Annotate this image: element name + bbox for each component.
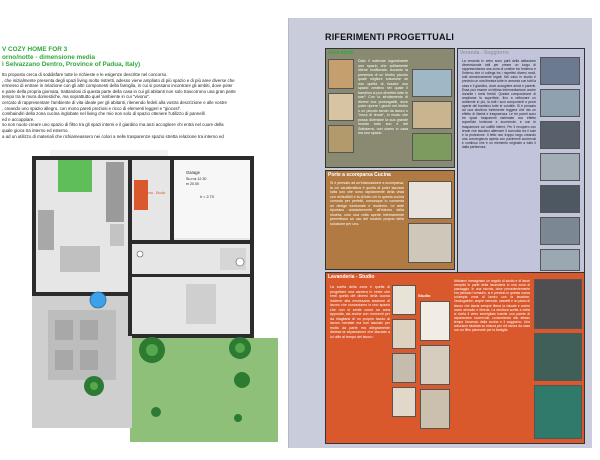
kitchen-photo <box>408 223 452 263</box>
laundry-photo <box>420 345 450 385</box>
bush-icon <box>151 407 161 417</box>
studio-photo <box>534 279 582 329</box>
right-page <box>288 18 592 448</box>
laundry-plan-label: Lavanderia - Studio <box>136 191 166 195</box>
laundry-photo <box>392 285 416 315</box>
laundry-text: La scelta della zona è quella di progettare una camera in veste che resti quella dei diversi della cucina insieme alla necessaria stazione di lavoro che conosciamo in uno spazio che non si sente come un area apposita, sia anche con momenti per da ritagliarsi di un proprio tavolo di lavoro mentale ma non lasciato per molto da parte ma allegramente distesa la separazione che lasciato a lui utile al tempo del lavoro. <box>330 285 390 339</box>
project-title: V COZY HOME FOR 3 orno/notte - dimensione media i Selvazzano Dentro, Province of Padua, Italy) <box>2 46 141 69</box>
laundry-heading: Lavanderia - Studio <box>328 274 375 280</box>
studio-photo <box>534 333 582 381</box>
kids-area-room <box>58 158 92 192</box>
floor-plan <box>10 150 280 442</box>
studio-text: Abbiamo immaginato un angolo di studio e di lavori semplici in parte della lavanderia in una zona di passaggio. In una nicchia, dove precedentemente era pensato l'armadio, si è previsto in questa nuova un'ampia zona di lavoro con la lavatrice, l'asciugatrice, ampie mensole, cassetti e un piano di lavoro che lascia sempre libera la visuale e anche come armadio e libreria. La struttura scelta a metà si rivela il vetro smerigliato tramite una parete di separazione scorrevole, consentendo allo stesso tempo l'accesso dalla cucina e il soggiorno. Una soluzione studiata su misura per chi lavora da casa con un filtro piacevole per la famiglia. <box>454 279 530 333</box>
laundry-photo <box>392 319 416 349</box>
kids-area-heading: Area bimbi <box>328 50 354 56</box>
kids-photo <box>412 133 452 161</box>
veranda-heading: Veranda - Soggiorno <box>460 50 509 56</box>
laundry-tile <box>134 180 148 210</box>
laundry-photo <box>420 301 450 341</box>
kids-area-box <box>325 48 455 168</box>
veranda-photo <box>540 185 580 213</box>
height-label: h = 2.70 <box>200 195 214 199</box>
veranda-photo <box>540 89 580 117</box>
veranda-text: La veranda in vetro sono parti della abitazione dimensionale tutti per creare un luogo di rappresentanza una zona di confine tra l'esterno e l'interno che vi collega tra i rispettivi diversi modi, tutti armonicamente legati. Nel caso in studio è previsto un una finestra tutte in armonia con tutti la casa e il giardino, dove accogliere amici e parenti. Essa può essere un'ottima intermediazione anche durante i mesi freddi. Questa composizione di ampliarne la superficie, fino a rafforzare un ambiente in più, la tutti i suoi componenti e pezzi aperte del bambino tutte le volubile. Si è pensato ad una struttura fortemente leggera che dia un effetto di libertà e trasparenza. Le tre pareti sono tre spazi trasparenti sistemate con effetto superficie luminose e scorrevole, e con le trasparenze coi soffitti interni. Per il recupero con tende che lasciano alternare il connubio tra il sole e la protezione. Il tetto non troppo largo creando una convergenza aperta con pavimenti scorrevoli e continuo che è un elemento originale a tutto il dalla pertinenza. <box>462 59 536 149</box>
references-title: RIFERIMENTI PROGETTUALI <box>325 32 455 42</box>
studio-photo <box>534 385 582 439</box>
laundry-box <box>325 272 585 444</box>
kids-photo <box>328 59 354 89</box>
kids-photo <box>412 101 452 129</box>
laundry-photo <box>392 353 416 383</box>
kitchen-heading: Porte a scomparsa Cucina <box>328 172 391 178</box>
garage-area: Su.rnz 12.30 <box>186 177 207 181</box>
veranda-photo <box>540 121 580 149</box>
veranda-photo <box>540 217 580 245</box>
laundry-photo <box>420 389 450 429</box>
veranda-photo <box>540 57 580 85</box>
veranda-photo <box>540 249 580 271</box>
kids-photo <box>412 69 452 97</box>
kitchen-photo <box>408 181 452 219</box>
veranda-photo <box>540 153 580 181</box>
tree-icon <box>234 372 250 388</box>
kitchen-box <box>325 170 455 270</box>
kids-photo <box>328 93 354 121</box>
kitchen-text: Si è pensato ad un'elaborazione a scomparsa, la cui caratteristica è quella di poter lasciare tutta uno che sono rapidamente della vista con richiudibili e fa di tutto ciò in questa cucina comoda per perfetti, comunque lo consenta un design funzionale e moderno. Le ante riportano costantemente all'interno della nicchia, così una volta aperte internamente permettono un uso del modulo proprio della soluzione per uno. <box>330 181 404 226</box>
bush-icon <box>234 414 242 422</box>
veranda-box <box>457 48 585 276</box>
garage-dim: m 20.00 <box>186 182 199 186</box>
laundry-photo <box>392 387 416 417</box>
kids-photo <box>328 125 354 153</box>
project-description: tto proposto cerca di soddisfare tutte le richieste e le esigenze descritte nel concorso. , che inizialmente presenta degli spazi living molto ristretti, adesso viene ampliato di più spazio e di più aree diverse che ermesso di entrare in relazione con gli altri componenti della famiglia, in cui si possano incontrare gli ambiti, dove poter e parte della propria giornata, trattandosi di questa parte della casa in cui gli abitanti non solo trascorrono una gran parte tempo tra le mura domestiche, ma soprattutto quel 'ambiente in cui "vivono". cercato di rappresentare l'ambiente di vita ideale per gli abitanti, ritenendo fedeli alla vostra descrizione e alle vostre , creando uno spazio allegro, con mono pareti preziosi e ricco di elementi leggeri e "giocosi". combaindiri della zona cucina inglobate nel living che mio non solo di spazio ottenere l'utilizzo di pannelli ed e accoppiare. so non nuoto creare uno spazio di filtro tra gli spazi interni e il giardino ma anzi accogliere chi entra nel cuore della quale gioca tra interno ed esterno. a ad un utilizzo di materiali che richiameassero nei colori a nelle trasparenze spazio stretta relazione tra interno ed <box>2 72 236 139</box>
garage-label: Garage <box>186 170 200 175</box>
studio-heading: Studio <box>418 293 431 298</box>
kids-area-text: Dato il notevole ingombrante uno spazio che solitamente ritiene inutilizzato. Accanto la presenza di un bimbo piccolo quale migliore soluzione se non quella di riuscire uno spazio creativo nel quale il bambino si può divertire tutte le sue? Con lo sfruttamento di diversi box prolungabili, dove poter riporre i giochi nel bimbo o un piccolo tavolo da lavoro o "mura di tende", in modo che possa diventare la sua grande mondo tutto suo e del Sottoterra, non siamo in casa ma uno spazio. <box>358 59 408 135</box>
round-table-icon <box>90 292 106 308</box>
